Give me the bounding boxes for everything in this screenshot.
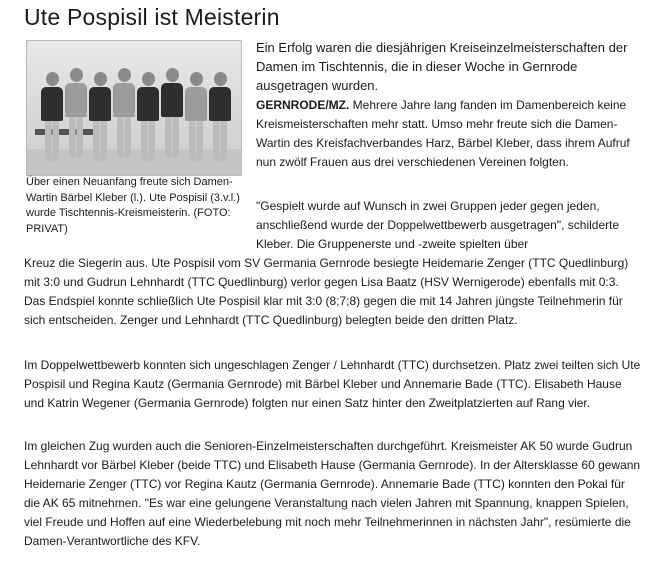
article-paragraph: Kreuz die Siegerin aus. Ute Pospisil vom SV Germania Gernrode besiegte Heidemarie Zenger (TTC Quedlinburg) mit 3:0 und Gudrun Lehnhardt (TTC Quedlinburg) verlor gegen Lisa Baatz (HSV Wernigerode) ebenfalls mit 0:3. Das Endspiel konnte schließlich Ute Pospisil klar mit 3:0 (8;7;8) gegen die mit 14 Jahren jüngste Teilnehmerin für sich entscheiden. Zenger und Lehnhardt (TTC Quedlinburg) belegten beide den dritten Platz.	[24, 256, 629, 327]
photo-caption: Über einen Neuanfang freute sich Damen-Wartin Bärbel Kleber (l.). Ute Pospisil (3.v.l.) wurde Tischtennis-Kreismeisterin. (FOTO: PRIVAT)	[26, 176, 240, 235]
photo-person	[137, 72, 159, 161]
dateline: GERNRODE/MZ.	[256, 98, 350, 112]
article-paragraph: Im gleichen Zug wurden auch die Senioren-Einzelmeisterschaften durchgeführt. Kreismeister AK 50 wurde Gudrun Lehnhardt vor Bärbel Kleber (beide TTC) und Elisabeth Hause (Germania Gernrode). In der Altersklasse 60 gewann Heidemarie Zenger (TTC) vor Regina Kautz (Germania Gernrode). Annemarie Bade (TTC) konnten den Pokal für die AK 65 mitnehmen. "Es war eine gelungene Veranstaltung nach vielen Jahren mit Spannung, knappen Spielen, viel Freude und Hoffen auf eine Wiederbelebung mit noch mehr Teilnehmerinnen in nächsten Jahr", resümierte die Damen-Verantwortliche des KFV.	[24, 439, 641, 548]
photo-person	[209, 72, 231, 161]
photo-person	[41, 72, 63, 161]
photo-person	[185, 72, 207, 161]
photo-person	[65, 68, 87, 157]
photo-person	[89, 72, 111, 161]
article-paragraph: "Gespielt wurde auf Wunsch in zwei Gruppen jeder gegen jeden, anschließend wurde der Doppelwettbewerb ausgetragen", schilderte Kleber. Die Gruppenerste und -zweite spielten über	[256, 199, 620, 251]
article-photo	[26, 40, 242, 176]
article-headline: Ute Pospisil ist Meisterin	[24, 4, 280, 30]
photo-person	[113, 68, 135, 157]
article-paragraph: Im Doppelwettbewerb konnten sich ungeschlagen Zenger / Lehnhardt (TTC) durchsetzen. Platz zwei teilten sich Ute Pospisil und Regina Kautz (Germania Gernrode) mit Bärbel Kleber und Annemarie Bade (TTC). Elisabeth Hause und Katrin Wegener (Germania Gernrode) folgten nur einen Satz hinter den Zweitplatzierten auf Rang vier.	[24, 358, 641, 410]
article-paragraph	[256, 96, 642, 172]
photo-person	[161, 68, 183, 157]
paragraph-text: Mehrere Jahre lang fanden im Damenbereich keine Kreismeisterschaften mehr statt. Umso mehr freute sich die Damen-Wartin des Kreisfachverbandes Harz, Bärbel Kleber, dass ihrem Aufruf nun zwölf Frauen aus drei verschiedenen Vereinen folgten.	[256, 98, 630, 169]
article-lead: Ein Erfolg waren die diesjährigen Kreiseinzelmeisterschaften der Damen im Tischtennis, die in dieser Woche in Gernrode ausgetragen wurden.	[256, 40, 628, 93]
